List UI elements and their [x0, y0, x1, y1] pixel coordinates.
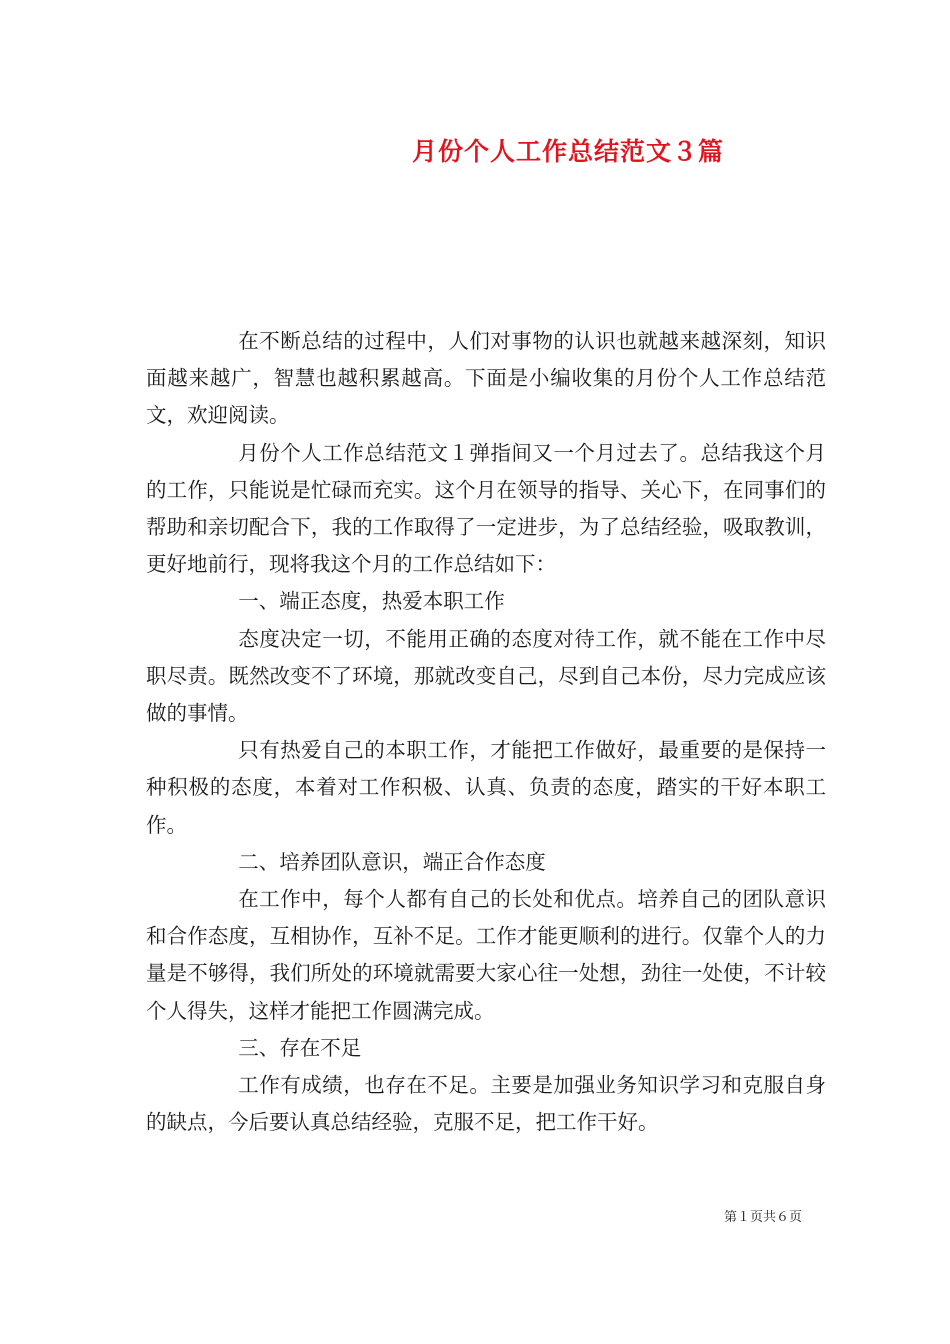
paragraph-love-work: 只有热爱自己的本职工作，才能把工作做好，最重要的是保持一种积极的态度，本着对工作积极、认真、负责的态度，踏实的干好本职工作。 — [146, 738, 826, 837]
document-body — [146, 323, 826, 1141]
section-heading-2: 二、培养团队意识，端正合作态度 — [238, 849, 546, 874]
paragraph-intro: 在不断总结的过程中，人们对事物的认识也就越来越深刻，知识面越来越广，智慧也越积累越高。下面是小编收集的月份个人工作总结范文，欢迎阅读。 — [146, 329, 826, 428]
page-number-footer: 第１页共６页 — [723, 1210, 802, 1225]
section-heading-3: 三、存在不足 — [238, 1035, 362, 1060]
document-title: 月份个人工作总结范文３篇 — [411, 137, 724, 166]
paragraph-summary-opening: 月份个人工作总结范文１弹指间又一个月过去了。总结我这个月的工作，只能说是忙碌而充实。这个月在领导的指导、关心下，在同事们的帮助和亲切配合下，我的工作取得了一定进步，为了总结经验，吸取教训，更好地前行，现将我这个月的工作总结如下： — [146, 440, 826, 577]
paragraph-attitude: 态度决定一切，不能用正确的态度对待工作，就不能在工作中尽职尽责。既然改变不了环境，那就改变自己，尽到自己本份，尽力完成应该做的事情。 — [146, 626, 826, 726]
paragraph-shortcomings: 工作有成绩，也存在不足。主要是加强业务知识学习和克服自身的缺点，今后要认真总结经验，克服不足，把工作干好。 — [146, 1073, 826, 1135]
paragraph-teamwork: 在工作中，每个人都有自己的长处和优点。培养自己的团队意识和合作态度，互相协作，互补不足。工作才能更顺利的进行。仅靠个人的力量是不够得，我们所处的环境就需要大家心往一处想，劲往一处使，不计较个人得失，这样才能把工作圆满完成。 — [146, 887, 826, 1023]
section-heading-1: 一、端正态度，热爱本职工作 — [238, 589, 505, 614]
